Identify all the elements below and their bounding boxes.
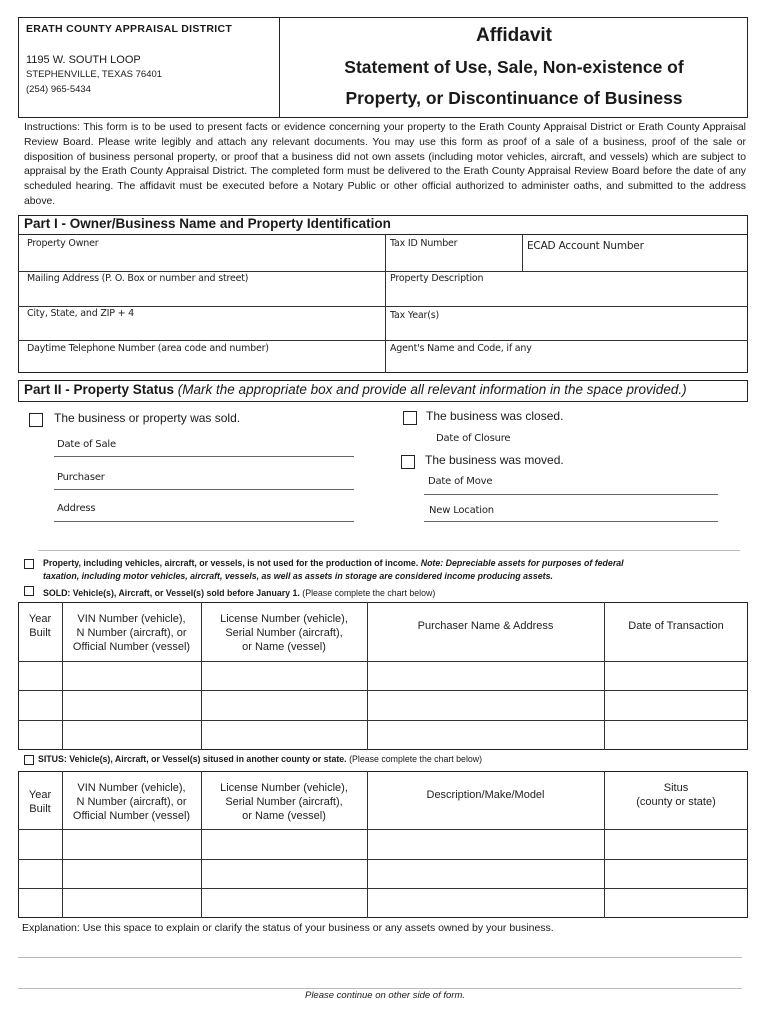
situs-vehicles-heading-note: (Please complete the chart below): [346, 754, 483, 764]
closed-checkbox[interactable]: [403, 411, 417, 425]
not-income-checkbox[interactable]: [24, 559, 34, 569]
date-of-move-label: Date of Move: [428, 476, 493, 487]
situs-col-vin: VIN Number (vehicle), N Number (aircraft), or Official Number (vessel): [72, 782, 191, 822]
part2-title: [24, 382, 687, 397]
moved-checkbox[interactable]: [401, 455, 415, 469]
part1-title-rule: [18, 234, 748, 235]
situs-vehicles-checkbox[interactable]: [24, 755, 34, 765]
form-subtitle-1: Statement of Use, Sale, Non-existence of: [344, 57, 684, 77]
instructions-text: Instructions: This form is to be used to present facts or evidence concerning your property to the Erath County Appraisal District or Erath County Appraisal Review Board. Please write legibly and attach any relevant documents. You may use this form as proof of a sale of a business, proof of the sale or disposition of business personal property, or proof that a business did not own assets (including motor vehicles, aircraft, and vessels) which are subject to appraisal by the Erath County Appraisal District. The completed form must be delivered to the Erath County Appraisal Review Board before the date of any scheduled hearing. The affidavit must be executed before a Notary Public or other official authorized to administer oaths, and submitted to the address above.: [24, 122, 746, 207]
property-description-field[interactable]: Property Description: [390, 273, 484, 284]
not-income-note: Note: Depreciable assets for purposes of federal: [418, 558, 624, 568]
explanation-label: Explanation: Use this space to explain or clarify the status of your business or any assets owned by your business.: [22, 922, 554, 934]
district-address2: STEPHENVILLE, TEXAS 76401: [26, 69, 163, 80]
part1-col-divider: [385, 235, 386, 373]
district-phone: (254) 965-5434: [26, 84, 91, 95]
district-name: ERATH COUNTY APPRAISAL DISTRICT: [26, 23, 233, 35]
part2-separator: [38, 550, 740, 551]
explanation-line-1[interactable]: [18, 957, 742, 958]
part1-row1-rule: [18, 271, 748, 272]
purchaser-label: Purchaser: [57, 472, 105, 483]
situs-col-license: License Number (vehicle), Serial Number (aircraft), or Name (vessel): [220, 782, 348, 822]
part1-row3-rule: [18, 340, 748, 341]
address-line[interactable]: [54, 521, 354, 522]
property-owner-field[interactable]: Property Owner: [27, 238, 99, 249]
ecad-account-field[interactable]: ECAD Account Number: [527, 240, 644, 252]
sold-row-1: [18, 661, 748, 662]
sold-vehicles-heading-bold: SOLD: Vehicle(s), Aircraft, or Vessel(s) sold before January 1.: [43, 588, 300, 598]
sold-col-year-built: Year Built: [28, 613, 52, 639]
daytime-phone-field[interactable]: Daytime Telephone Number (area code and number): [27, 343, 269, 354]
form-title: Affidavit: [476, 25, 552, 46]
sold-row-3: [18, 720, 748, 721]
not-income-text: [43, 558, 624, 568]
city-state-zip-field[interactable]: City, State, and ZIP + 4: [27, 308, 135, 319]
sold-checkbox[interactable]: [29, 413, 43, 427]
purchaser-line[interactable]: [54, 489, 354, 490]
date-of-sale-label: Date of Sale: [57, 439, 116, 450]
date-of-move-line[interactable]: [424, 494, 718, 495]
sold-col-license: License Number (vehicle), Serial Number (aircraft), or Name (vessel): [220, 613, 348, 653]
footer-note: Please continue on other side of form.: [304, 990, 465, 1001]
mailing-address-field[interactable]: Mailing Address (P. O. Box or number and street): [27, 273, 249, 284]
form-subtitle-2: Property, or Discontinuance of Business: [345, 88, 683, 108]
sold-row-2: [18, 690, 748, 691]
explanation-line-2[interactable]: [18, 988, 742, 989]
not-income-text-2: taxation, including motor vehicles, aircraft, vessels, as well as assets in storage are considered income producing assets.: [43, 571, 553, 581]
part2-title-note: (Mark the appropriate box and provide all relevant information in the space provided.): [174, 382, 687, 397]
new-location-label: New Location: [429, 505, 494, 516]
situs-row-2: [18, 859, 748, 860]
sold-col-date: Date of Transaction: [628, 620, 724, 632]
tax-years-field[interactable]: Tax Year(s): [390, 310, 439, 321]
not-income-main: Property, including vehicles, aircraft, or vessels, is not used for the production of income.: [43, 558, 419, 568]
date-of-closure-label: Date of Closure: [436, 433, 511, 444]
tax-id-field[interactable]: Tax ID Number: [390, 238, 458, 249]
situs-vehicles-heading: [38, 754, 482, 764]
situs-row-3: [18, 888, 748, 889]
situs-vehicles-heading-bold: SITUS: Vehicle(s), Aircraft, or Vessel(s) sitused in another county or state.: [38, 754, 347, 764]
part1-row2-rule: [18, 306, 748, 307]
sold-vehicles-heading: [43, 588, 435, 598]
sold-col-purchaser: Purchaser Name & Address: [417, 620, 554, 632]
date-of-sale-line[interactable]: [54, 456, 354, 457]
agent-name-field[interactable]: Agent's Name and Code, if any: [390, 343, 532, 354]
situs-col-situs: Situs (county or state): [636, 782, 716, 808]
new-location-line[interactable]: [424, 521, 718, 522]
part1-title: Part I - Owner/Business Name and Property Identification: [24, 216, 391, 231]
address-label: Address: [57, 503, 96, 514]
sold-vehicles-heading-note: (Please complete the chart below): [299, 588, 436, 598]
sold-col-vin: VIN Number (vehicle), N Number (aircraft), or Official Number (vessel): [72, 613, 191, 653]
closed-label: The business was closed.: [426, 409, 564, 423]
part2-title-bold: Part II - Property Status: [24, 382, 175, 397]
part1-ecad-divider: [522, 235, 523, 271]
situs-col-year-built: Year Built: [28, 789, 52, 815]
situs-row-1: [18, 829, 748, 830]
sold-vehicles-checkbox[interactable]: [24, 586, 34, 596]
situs-col-description: Description/Make/Model: [426, 789, 545, 801]
sold-label: The business or property was sold.: [54, 411, 241, 425]
district-address1: 1195 W. SOUTH LOOP: [26, 54, 141, 66]
moved-label: The business was moved.: [425, 453, 564, 467]
